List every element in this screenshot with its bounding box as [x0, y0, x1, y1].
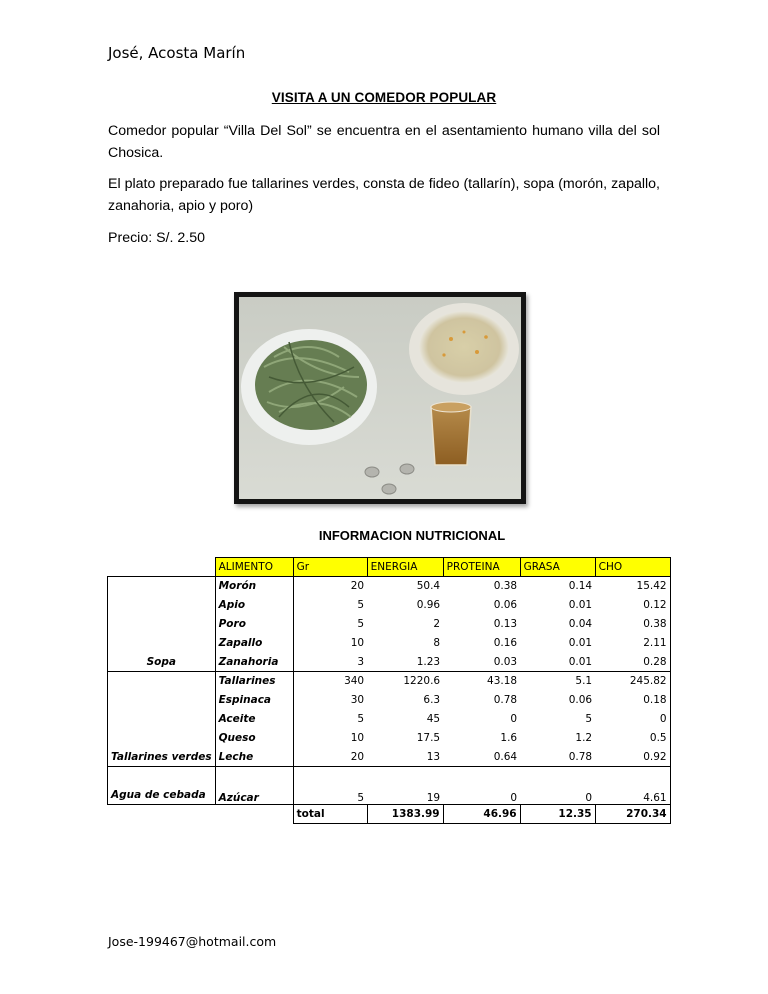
- table-row: Zanahoria 3 1.23 0.03 0.01 0.28: [108, 653, 671, 672]
- food-photo-illustration: [239, 297, 521, 499]
- table-row: Queso 10 17.5 1.6 1.2 0.5: [108, 729, 671, 748]
- header-alimento: ALIMENTO: [215, 558, 293, 577]
- table-row: Poro 5 2 0.13 0.04 0.38: [108, 615, 671, 634]
- total-cho: 270.34: [595, 805, 670, 824]
- table-title: INFORMACION NUTRICIONAL: [318, 528, 506, 543]
- header-gr: Gr: [293, 558, 367, 577]
- table-row: Zapallo 10 8 0.16 0.01 2.11: [108, 634, 671, 653]
- table-row: Apio 5 0.96 0.06 0.01 0.12: [108, 596, 671, 615]
- header-proteina: PROTEINA: [443, 558, 520, 577]
- paragraph-price: Precio: S/. 2.50: [108, 230, 205, 246]
- table-row: Sopa Morón 20 50.4 0.38 0.14 15.42: [108, 577, 671, 596]
- page-title: VISITA A UN COMEDOR POPULAR: [271, 90, 497, 105]
- group-tallarines: Tallarines verdes: [108, 672, 216, 767]
- table-row: Leche 20 13 0.64 0.78 0.92: [108, 748, 671, 767]
- total-energia: 1383.99: [367, 805, 443, 824]
- total-proteina: 46.96: [443, 805, 520, 824]
- author-header: José, Acosta Marín: [108, 44, 246, 62]
- header-cho: CHO: [595, 558, 670, 577]
- table-row: Agua de cebada Azúcar 5 19 0 0 4.61: [108, 767, 671, 805]
- group-sopa: Sopa: [108, 577, 216, 672]
- header-grasa: GRASA: [520, 558, 595, 577]
- total-grasa: 12.35: [520, 805, 595, 824]
- total-label: total: [293, 805, 367, 824]
- table-row: Tallarines verdes Tallarines 340 1220.6 43.18 5.1 245.82: [108, 672, 671, 691]
- table-row: Aceite 5 45 0 5 0: [108, 710, 671, 729]
- group-agua: Agua de cebada: [108, 767, 216, 805]
- paragraph-dish: El plato preparado fue tallarines verdes, consta de fideo (tallarín), sopa (morón, zapallo, zanahoria, apio y poro): [108, 176, 660, 214]
- header-energia: ENERGIA: [367, 558, 443, 577]
- total-row: [108, 805, 671, 824]
- food-photo: [234, 292, 526, 504]
- table-header-row: [108, 558, 671, 577]
- paragraph-location: Comedor popular “Villa Del Sol” se encuentra en el asentamiento humano villa del sol Chosica.: [108, 123, 660, 161]
- nutrition-table: [107, 557, 671, 824]
- table-row: Espinaca 30 6.3 0.78 0.06 0.18: [108, 691, 671, 710]
- footer-email: Jose-199467@hotmail.com: [108, 934, 277, 949]
